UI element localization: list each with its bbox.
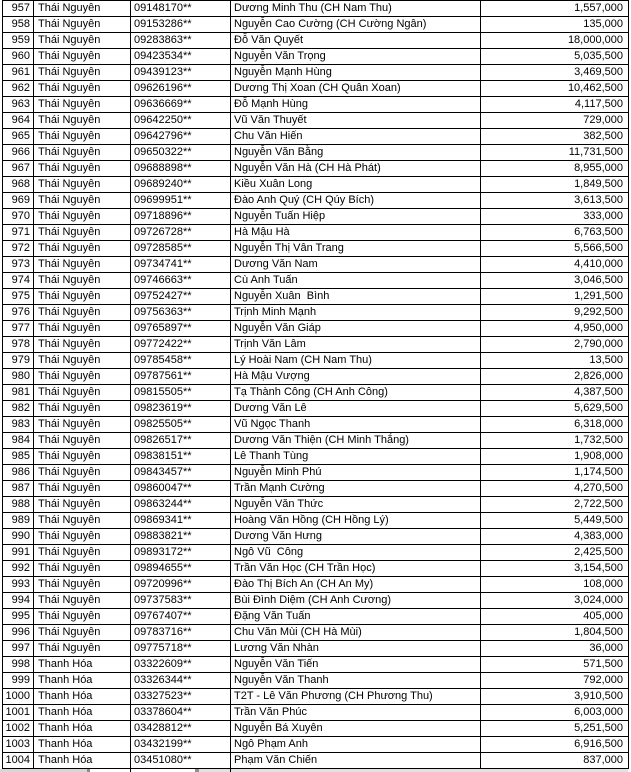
name-cell[interactable]: Vũ Ngọc Thanh <box>231 417 481 432</box>
amount-cell[interactable]: 2,425,500 <box>574 546 623 558</box>
amount-cell[interactable]: 36,000 <box>589 642 623 654</box>
row-number-cell[interactable]: 1004 <box>3 753 34 768</box>
phone-cell[interactable]: 09642250** <box>131 113 231 128</box>
row-number-cell[interactable]: 967 <box>3 161 34 176</box>
name-cell[interactable]: Hoàng Văn Hồng (CH Hồng Lý) <box>231 513 481 528</box>
table-row <box>3 33 628 49</box>
row-number-cell[interactable]: 992 <box>3 561 34 576</box>
table-row <box>3 545 628 561</box>
table-row <box>3 721 628 737</box>
phone-cell[interactable]: 09737583** <box>131 593 231 608</box>
row-number-cell[interactable]: 976 <box>3 305 34 320</box>
phone-cell[interactable]: 03326344** <box>131 673 231 688</box>
name-cell[interactable]: Đỗ Mạnh Hùng <box>231 97 481 112</box>
name-cell[interactable]: Nguyễn Văn Bằng <box>231 145 481 160</box>
phone-cell[interactable]: 09734741** <box>131 257 231 272</box>
table-row <box>3 737 628 753</box>
amount-cell[interactable]: 405,000 <box>583 610 623 622</box>
name-cell[interactable]: Tạ Thành Công (CH Anh Công) <box>231 385 481 400</box>
amount-cell[interactable]: 5,566,500 <box>574 242 623 254</box>
amount-cell[interactable]: 4,950,000 <box>574 322 623 334</box>
name-cell[interactable]: Nguyễn Xuân Bình <box>231 289 481 304</box>
row-number-cell[interactable]: 991 <box>3 545 34 560</box>
amount-cell[interactable]: 2,826,000 <box>574 370 623 382</box>
table-row <box>3 433 628 449</box>
province-cell[interactable]: Thanh Hóa <box>34 721 131 736</box>
name-cell[interactable]: T2T - Lê Văn Phương (CH Phương Thu) <box>231 689 481 704</box>
province-cell[interactable]: Thái Nguyên <box>34 305 131 320</box>
table-row <box>3 209 628 225</box>
phone-cell[interactable]: 09699951** <box>131 193 231 208</box>
province-cell[interactable]: Thái Nguyên <box>34 545 131 560</box>
name-cell[interactable]: Nguyễn Thị Vân Trang <box>231 241 481 256</box>
row-number-cell[interactable]: 987 <box>3 481 34 496</box>
row-number-cell[interactable]: 1003 <box>3 737 34 752</box>
name-cell[interactable]: Vũ Văn Thuyết <box>231 113 481 128</box>
province-cell[interactable]: Thái Nguyên <box>34 177 131 192</box>
phone-cell[interactable]: 09775718** <box>131 641 231 656</box>
row-number-cell[interactable]: 980 <box>3 369 34 384</box>
amount-cell[interactable]: 1,804,500 <box>574 626 623 638</box>
amount-cell[interactable]: 3,046,500 <box>574 274 623 286</box>
name-cell[interactable]: Nguyễn Văn Hà (CH Hà Phát) <box>231 161 481 176</box>
table-row <box>3 673 628 689</box>
name-cell[interactable]: Nguyễn Minh Phú <box>231 465 481 480</box>
table-row <box>3 1 628 17</box>
amount-cell[interactable]: 13,500 <box>589 354 623 366</box>
province-cell[interactable]: Thái Nguyên <box>34 609 131 624</box>
phone-cell[interactable]: 09728585** <box>131 241 231 256</box>
name-cell[interactable]: Hà Mậu Hà <box>231 225 481 240</box>
row-number-cell[interactable]: 957 <box>3 1 34 16</box>
amount-cell[interactable]: 3,910,500 <box>574 690 623 702</box>
phone-cell[interactable]: 09783716** <box>131 625 231 640</box>
phone-cell[interactable]: 09772422** <box>131 337 231 352</box>
row-number-cell[interactable]: 997 <box>3 641 34 656</box>
phone-cell[interactable]: 03322609** <box>131 657 231 672</box>
row-number-cell[interactable]: 963 <box>3 97 34 112</box>
amount-cell[interactable]: 792,000 <box>583 674 623 686</box>
phone-cell[interactable]: 09823619** <box>131 401 231 416</box>
amount-cell[interactable]: 3,024,000 <box>574 594 623 606</box>
table-row <box>3 17 628 33</box>
row-number-cell[interactable]: 1000 <box>3 689 34 704</box>
province-cell[interactable]: Thái Nguyên <box>34 1 131 16</box>
row-number-cell[interactable]: 970 <box>3 209 34 224</box>
amount-cell[interactable]: 4,117,500 <box>574 98 623 110</box>
row-number-cell[interactable]: 984 <box>3 433 34 448</box>
phone-cell[interactable]: 09752427** <box>131 289 231 304</box>
name-cell[interactable]: Chu Văn Hiến <box>231 129 481 144</box>
province-cell[interactable]: Thanh Hóa <box>34 753 131 768</box>
amount-cell[interactable]: 18,000,000 <box>567 34 623 46</box>
row-number-cell[interactable]: 998 <box>3 657 34 672</box>
name-cell[interactable]: Nguyễn Văn Thức <box>231 497 481 512</box>
table-row <box>3 609 628 625</box>
amount-cell[interactable]: 5,629,500 <box>574 402 623 414</box>
table-row <box>3 577 628 593</box>
amount-cell[interactable]: 6,916,500 <box>574 738 623 750</box>
row-number-cell[interactable]: 968 <box>3 177 34 192</box>
table-row <box>3 177 628 193</box>
phone-cell[interactable]: 09883821** <box>131 529 231 544</box>
province-cell[interactable]: Thái Nguyên <box>34 17 131 32</box>
table-row <box>3 145 628 161</box>
table-row <box>3 481 628 497</box>
row-number-cell[interactable]: 978 <box>3 337 34 352</box>
name-cell[interactable]: Cù Anh Tuấn <box>231 273 481 288</box>
row-number-cell[interactable]: 975 <box>3 289 34 304</box>
phone-cell[interactable]: 09756363** <box>131 305 231 320</box>
table-row <box>3 81 628 97</box>
province-cell[interactable]: Thanh Hóa <box>34 673 131 688</box>
province-cell[interactable]: Thái Nguyên <box>34 241 131 256</box>
province-cell[interactable]: Thái Nguyên <box>34 193 131 208</box>
phone-cell[interactable]: 09860047** <box>131 481 231 496</box>
row-number-cell[interactable]: 994 <box>3 593 34 608</box>
amount-cell[interactable]: 9,292,500 <box>574 306 623 318</box>
province-cell[interactable]: Thái Nguyên <box>34 417 131 432</box>
amount-cell[interactable]: 6,763,500 <box>574 226 623 238</box>
amount-cell[interactable]: 3,613,500 <box>574 194 623 206</box>
amount-cell[interactable]: 571,500 <box>583 658 623 670</box>
amount-cell[interactable]: 1,174,500 <box>574 466 623 478</box>
table-row <box>3 529 628 545</box>
province-cell[interactable]: Thái Nguyên <box>34 161 131 176</box>
amount-cell[interactable]: 4,387,500 <box>574 386 623 398</box>
phone-cell[interactable]: 09726728** <box>131 225 231 240</box>
phone-cell[interactable]: 03432199** <box>131 737 231 752</box>
province-cell[interactable]: Thái Nguyên <box>34 449 131 464</box>
table-row <box>3 289 628 305</box>
name-cell[interactable]: Đào Anh Quý (CH Qúy Bích) <box>231 193 481 208</box>
phone-cell[interactable]: 09642796** <box>131 129 231 144</box>
phone-cell[interactable]: 09283863** <box>131 33 231 48</box>
province-cell[interactable]: Thái Nguyên <box>34 385 131 400</box>
province-cell[interactable]: Thái Nguyên <box>34 465 131 480</box>
row-number-cell[interactable]: 972 <box>3 241 34 256</box>
name-cell[interactable]: Đỗ Văn Quyết <box>231 33 481 48</box>
amount-cell[interactable]: 8,955,000 <box>574 162 623 174</box>
phone-cell[interactable]: 09893172** <box>131 545 231 560</box>
row-number-cell[interactable]: 996 <box>3 625 34 640</box>
row-number-cell[interactable]: 988 <box>3 497 34 512</box>
table-row <box>3 49 628 65</box>
row-number-cell[interactable]: 989 <box>3 513 34 528</box>
phone-cell[interactable]: 09423534** <box>131 49 231 64</box>
row-number-cell[interactable]: 979 <box>3 353 34 368</box>
row-number-cell[interactable]: 958 <box>3 17 34 32</box>
name-cell[interactable]: Trần Mạnh Cường <box>231 481 481 496</box>
province-cell[interactable]: Thái Nguyên <box>34 81 131 96</box>
amount-cell[interactable]: 729,000 <box>583 114 623 126</box>
province-cell[interactable]: Thái Nguyên <box>34 273 131 288</box>
amount-cell[interactable]: 1,291,500 <box>574 290 623 302</box>
name-cell[interactable]: Dương Văn Hưng <box>231 529 481 544</box>
table-row <box>3 321 628 337</box>
phone-cell[interactable]: 09838151** <box>131 449 231 464</box>
table-row <box>3 753 628 769</box>
table-row <box>3 625 628 641</box>
table-row <box>3 337 628 353</box>
amount-cell[interactable]: 1,732,500 <box>574 434 623 446</box>
province-cell[interactable]: Thanh Hóa <box>34 689 131 704</box>
province-cell[interactable]: Thái Nguyên <box>34 129 131 144</box>
table-row <box>3 689 628 705</box>
name-cell[interactable]: Nguyễn Văn Trọng <box>231 49 481 64</box>
amount-cell[interactable]: 333,000 <box>583 210 623 222</box>
phone-cell[interactable]: 09718896** <box>131 209 231 224</box>
table-row <box>3 449 628 465</box>
province-cell[interactable]: Thái Nguyên <box>34 49 131 64</box>
amount-cell[interactable]: 837,000 <box>583 754 623 766</box>
province-cell[interactable]: Thái Nguyên <box>34 145 131 160</box>
name-cell[interactable]: Trịnh Minh Mạnh <box>231 305 481 320</box>
amount-cell[interactable]: 5,251,500 <box>574 722 623 734</box>
name-cell[interactable]: Dương Văn Thiện (CH Minh Thắng) <box>231 433 481 448</box>
table-row <box>3 513 628 529</box>
province-cell[interactable]: Thái Nguyên <box>34 481 131 496</box>
table-row <box>3 353 628 369</box>
amount-cell[interactable]: 135,000 <box>583 18 623 30</box>
table-row <box>3 161 628 177</box>
province-cell[interactable]: Thái Nguyên <box>34 625 131 640</box>
amount-cell[interactable]: 108,000 <box>583 578 623 590</box>
phone-cell[interactable]: 09826517** <box>131 433 231 448</box>
name-cell[interactable]: Chu Văn Mùi (CH Hà Mùi) <box>231 625 481 640</box>
row-number-cell[interactable]: 971 <box>3 225 34 240</box>
amount-cell[interactable]: 2,790,000 <box>574 338 623 350</box>
name-cell[interactable]: Ngô Vũ Công <box>231 545 481 560</box>
phone-cell[interactable]: 09148170** <box>131 1 231 16</box>
amount-cell[interactable]: 10,462,500 <box>567 82 623 94</box>
name-cell[interactable]: Nguyễn Mạnh Hùng <box>231 65 481 80</box>
row-number-cell[interactable]: 985 <box>3 449 34 464</box>
name-cell[interactable]: Dương Minh Thu (CH Nam Thu) <box>231 1 481 16</box>
table-row <box>3 385 628 401</box>
province-cell[interactable]: Thái Nguyên <box>34 65 131 80</box>
table-row <box>3 465 628 481</box>
province-cell[interactable]: Thái Nguyên <box>34 577 131 592</box>
phone-cell[interactable]: 09894655** <box>131 561 231 576</box>
name-cell[interactable]: Phạm Văn Chiến <box>231 753 481 768</box>
province-cell[interactable]: Thái Nguyên <box>34 337 131 352</box>
phone-cell[interactable]: 09688898** <box>131 161 231 176</box>
phone-cell[interactable]: 03327523** <box>131 689 231 704</box>
row-number-cell[interactable]: 995 <box>3 609 34 624</box>
table-row <box>3 257 628 273</box>
amount-cell[interactable]: 4,270,500 <box>574 482 623 494</box>
phone-cell[interactable]: 09843457** <box>131 465 231 480</box>
province-cell[interactable]: Thái Nguyên <box>34 369 131 384</box>
table-row <box>3 65 628 81</box>
amount-cell[interactable]: 6,318,000 <box>574 418 623 430</box>
name-cell[interactable]: Đào Thị Bích An (CH An My) <box>231 577 481 592</box>
province-cell[interactable]: Thái Nguyên <box>34 561 131 576</box>
amount-cell[interactable]: 3,154,500 <box>574 562 623 574</box>
phone-cell[interactable]: 09439123** <box>131 65 231 80</box>
name-cell[interactable]: Đặng Văn Tuấn <box>231 609 481 624</box>
province-cell[interactable]: Thanh Hóa <box>34 657 131 672</box>
table-row <box>3 593 628 609</box>
amount-cell[interactable]: 4,383,000 <box>574 530 623 542</box>
row-number-cell[interactable]: 977 <box>3 321 34 336</box>
amount-cell[interactable]: 11,731,500 <box>568 146 623 158</box>
row-number-cell[interactable]: 966 <box>3 145 34 160</box>
name-cell[interactable]: Hà Mậu Vượng <box>231 369 481 384</box>
row-number-cell[interactable]: 999 <box>3 673 34 688</box>
name-cell[interactable]: Trần Văn Phúc <box>231 705 481 720</box>
name-cell[interactable]: Nguyễn Bá Xuyên <box>231 721 481 736</box>
row-number-cell[interactable]: 1001 <box>3 705 34 720</box>
phone-cell[interactable]: 09765897** <box>131 321 231 336</box>
province-cell[interactable]: Thái Nguyên <box>34 513 131 528</box>
row-number-cell[interactable]: 974 <box>3 273 34 288</box>
name-cell[interactable]: Bùi Đình Diệm (CH Anh Cương) <box>231 593 481 608</box>
name-cell[interactable]: Ngô Phạm Anh <box>231 737 481 752</box>
phone-cell[interactable]: 09785458** <box>131 353 231 368</box>
row-number-cell[interactable]: 962 <box>3 81 34 96</box>
province-cell[interactable]: Thái Nguyên <box>34 433 131 448</box>
phone-cell[interactable]: 09746663** <box>131 273 231 288</box>
payments-table <box>2 0 629 769</box>
row-number-cell[interactable]: 965 <box>3 129 34 144</box>
phone-cell[interactable]: 03451080** <box>131 753 231 768</box>
province-cell[interactable]: Thanh Hóa <box>34 705 131 720</box>
table-row <box>3 705 628 721</box>
province-cell[interactable]: Thái Nguyên <box>34 321 131 336</box>
table-row <box>3 369 628 385</box>
table-row <box>3 561 628 577</box>
table-row <box>3 241 628 257</box>
phone-cell[interactable]: 09650322** <box>131 145 231 160</box>
name-cell[interactable]: Nguyễn Văn Thanh <box>231 673 481 688</box>
province-cell[interactable]: Thanh Hóa <box>34 737 131 752</box>
province-cell[interactable]: Thái Nguyên <box>34 497 131 512</box>
table-row <box>3 657 628 673</box>
province-cell[interactable]: Thái Nguyên <box>34 257 131 272</box>
table-row <box>3 225 628 241</box>
amount-cell[interactable]: 1,849,500 <box>574 178 623 190</box>
amount-cell[interactable]: 1,557,000 <box>574 2 623 14</box>
amount-cell[interactable]: 2,722,500 <box>574 498 623 510</box>
phone-cell[interactable]: 09825505** <box>131 417 231 432</box>
table-row <box>3 641 628 657</box>
row-number-cell[interactable]: 961 <box>3 65 34 80</box>
table-row <box>3 193 628 209</box>
province-cell[interactable]: Thái Nguyên <box>34 113 131 128</box>
table-row <box>3 273 628 289</box>
table-row <box>3 97 628 113</box>
phone-cell[interactable]: 09863244** <box>131 497 231 512</box>
name-cell[interactable]: Lý Hoài Nam (CH Nam Thu) <box>231 353 481 368</box>
name-cell[interactable]: Kiều Xuân Long <box>231 177 481 192</box>
name-cell[interactable]: Trần Văn Học (CH Trần Học) <box>231 561 481 576</box>
row-number-cell[interactable]: 990 <box>3 529 34 544</box>
province-cell[interactable]: Thái Nguyên <box>34 97 131 112</box>
phone-cell[interactable]: 03428812** <box>131 721 231 736</box>
name-cell[interactable]: Nguyễn Cao Cường (CH Cường Ngân) <box>231 17 481 32</box>
row-number-cell[interactable]: 993 <box>3 577 34 592</box>
amount-cell[interactable]: 5,449,500 <box>574 514 623 526</box>
phone-cell[interactable]: 09689240** <box>131 177 231 192</box>
amount-cell[interactable]: 1,908,000 <box>574 450 623 462</box>
row-number-cell[interactable]: 969 <box>3 193 34 208</box>
province-cell[interactable]: Thái Nguyên <box>34 209 131 224</box>
province-cell[interactable]: Thái Nguyên <box>34 353 131 368</box>
row-number-cell[interactable]: 983 <box>3 417 34 432</box>
phone-cell[interactable]: 09153286** <box>131 17 231 32</box>
table-row <box>3 305 628 321</box>
name-cell[interactable]: Lê Thanh Tùng <box>231 449 481 464</box>
amount-cell[interactable]: 382,500 <box>583 130 623 142</box>
table-row <box>3 113 628 129</box>
row-number-cell[interactable]: 964 <box>3 113 34 128</box>
name-cell[interactable]: Nguyễn Văn Tiến <box>231 657 481 672</box>
name-cell[interactable]: Trịnh Văn Lâm <box>231 337 481 352</box>
phone-cell[interactable]: 03378604** <box>131 705 231 720</box>
phone-cell[interactable]: 09626196** <box>131 81 231 96</box>
province-cell[interactable]: Thái Nguyên <box>34 641 131 656</box>
province-cell[interactable]: Thái Nguyên <box>34 529 131 544</box>
province-cell[interactable]: Thái Nguyên <box>34 401 131 416</box>
row-number-cell[interactable]: 986 <box>3 465 34 480</box>
row-number-cell[interactable]: 1002 <box>3 721 34 736</box>
phone-cell[interactable]: 09636669** <box>131 97 231 112</box>
row-number-cell[interactable]: 960 <box>3 49 34 64</box>
table-row <box>3 401 628 417</box>
name-cell[interactable]: Dương Thị Xoan (CH Quân Xoan) <box>231 81 481 96</box>
name-cell[interactable]: Dương Văn Lê <box>231 401 481 416</box>
row-number-cell[interactable]: 959 <box>3 33 34 48</box>
row-number-cell[interactable]: 982 <box>3 401 34 416</box>
province-cell[interactable]: Thái Nguyên <box>34 593 131 608</box>
phone-cell[interactable]: 09720996** <box>131 577 231 592</box>
name-cell[interactable]: Dương Văn Nam <box>231 257 481 272</box>
row-number-cell[interactable]: 973 <box>3 257 34 272</box>
table-row <box>3 497 628 513</box>
name-cell[interactable]: Nguyễn Tuấn Hiệp <box>231 209 481 224</box>
province-cell[interactable]: Thái Nguyên <box>34 33 131 48</box>
phone-cell[interactable]: 09869341** <box>131 513 231 528</box>
amount-cell[interactable]: 3,469,500 <box>574 66 623 78</box>
phone-cell[interactable]: 09767407** <box>131 609 231 624</box>
amount-cell[interactable]: 5,035,500 <box>574 50 623 62</box>
phone-cell[interactable]: 09815505** <box>131 385 231 400</box>
phone-cell[interactable]: 09787561** <box>131 369 231 384</box>
province-cell[interactable]: Thái Nguyên <box>34 289 131 304</box>
amount-cell[interactable]: 6,003,000 <box>574 706 623 718</box>
name-cell[interactable]: Nguyễn Văn Giáp <box>231 321 481 336</box>
amount-cell[interactable]: 4,410,000 <box>574 258 623 270</box>
name-cell[interactable]: Lương Văn Nhàn <box>231 641 481 656</box>
row-number-cell[interactable]: 981 <box>3 385 34 400</box>
table-row <box>3 129 628 145</box>
province-cell[interactable]: Thái Nguyên <box>34 225 131 240</box>
table-row <box>3 417 628 433</box>
